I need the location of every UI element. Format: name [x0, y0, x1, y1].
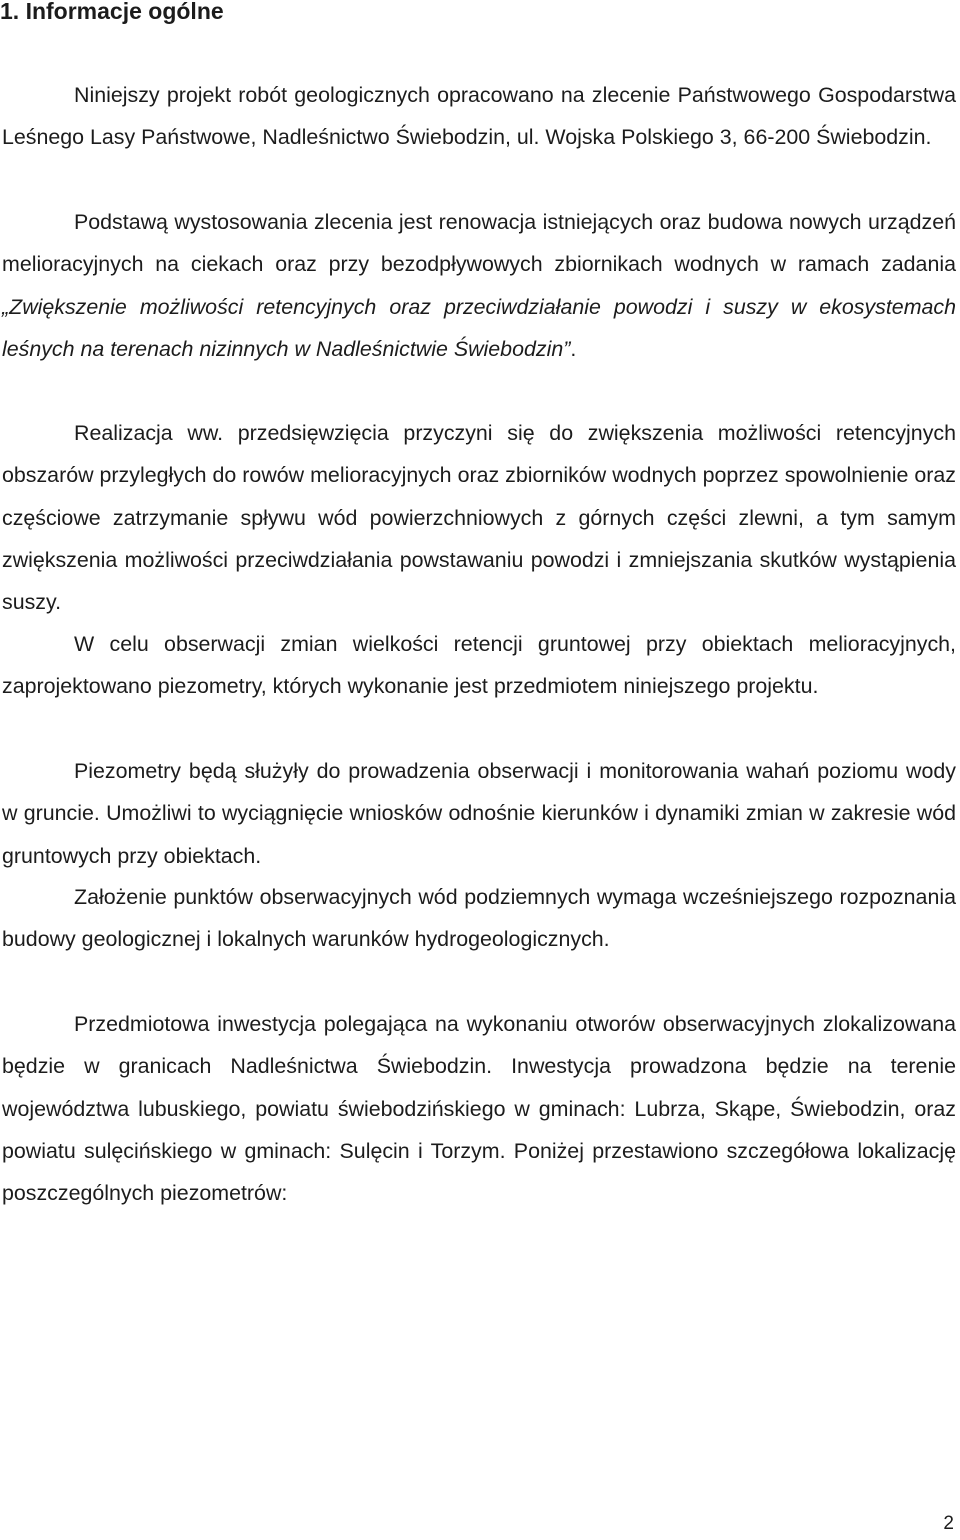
task-name-italic: „Zwiększenie możliwości retencyjnych oraz przeciwdziałanie powodzi i suszy w ekosystemach leśnych na terenach nizinnych w Nadleśnictwie Świebodzin”: [2, 294, 956, 361]
paragraph-realization: Realizacja ww. przedsięwzięcia przyczyni się do zwiększenia możliwości retencyjnych obszarów przyległych do rowów melioracyjnych oraz zbiorników wodnych poprzez spowolnienie oraz częściowe zatrzymanie spływu wód powierzchniowych z górnych części zlewni, a tym samym zwiększenia możliwości przeciwdziałania powstawaniu powodzi i zmniejszania skutków wystąpienia suszy.: [2, 421, 956, 615]
paragraph-piezometers: Piezometry będą służyły do prowadzenia obserwacji i monitorowania wahań poziomu wody w gruncie. Umożliwi to wyciągnięcie wniosków odnośnie kierunków i dynamiki zmian w zakresie wód gruntowych przy obiektach.: [2, 759, 956, 868]
paragraph-commission: Niniejszy projekt robót geologicznych opracowano na zlecenie Państwowego Gospodarstwa Leśnego Lasy Państwowe, Nadleśnictwo Świebodzin, ul. Wojska Polskiego 3, 66-200 Świebodzin.: [2, 83, 956, 150]
paragraph-basis-text: Podstawą wystosowania zlecenia jest renowacja istniejących oraz budowa nowych urządzeń melioracyjnych na ciekach oraz przy bezodpływowych zbiornikach wodnych w ramach zadania: [2, 210, 956, 277]
paragraph-basis-end: .: [570, 336, 577, 361]
paragraph-basis: [2, 201, 956, 370]
page-number: 2: [943, 1513, 954, 1534]
paragraph-investment-location: Przedmiotowa inwestycja polegająca na wykonaniu otworów obserwacyjnych zlokalizowana będzie w granicach Nadleśnictwa Świebodzin. Inwestycja prowadzona będzie na terenie województwa lubuskiego, powiatu świebodzińskiego w gminach: Lubrza, Skąpe, Świebodzin, oraz powiatu sulęcińskiego w gminach: Sulęcin i Torzym. Poniżej przestawiono szczegółowa lokalizację poszczególnych piezometrów:: [2, 1012, 956, 1206]
paragraph-observation-points: Założenie punktów obserwacyjnych wód podziemnych wymaga wcześniejszego rozpoznania budowy geologicznej i lokalnych warunków hydrogeologicznych.: [2, 885, 956, 952]
paragraph-observation: W celu obserwacji zmian wielkości retencji gruntowej przy obiektach melioracyjnych, zaprojektowano piezometry, których wykonanie jest przedmiotem niniejszego projektu.: [2, 632, 956, 699]
section-heading: 1. Informacje ogólne: [0, 0, 224, 24]
